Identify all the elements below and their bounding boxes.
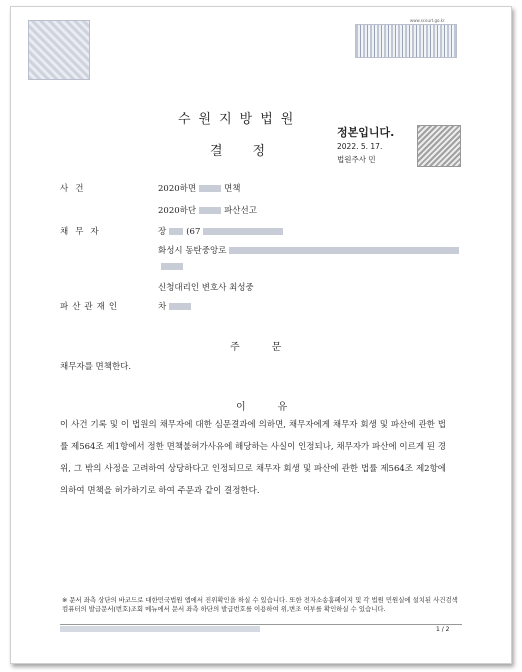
case-number-2: 2020하단 파산선고: [158, 206, 257, 216]
applicant-agent: 신청대리인 변호사 최성중: [158, 283, 254, 293]
stamp-date: 2022. 5. 17.: [337, 142, 383, 151]
stamp-officer: 법원주사 민: [337, 155, 376, 164]
footer-divider: [60, 624, 462, 625]
order-heading: 주문: [230, 342, 314, 353]
trustee-label: 파산관재인: [60, 302, 122, 312]
court-seal-icon: [417, 125, 461, 167]
trustee-name: 차: [158, 300, 194, 312]
barcode-icon: [355, 24, 457, 58]
debtor-label: 채무자: [60, 227, 106, 237]
certified-copy-stamp: 정본입니다.: [337, 126, 395, 139]
case-label: 사건: [60, 184, 91, 194]
court-name: 수원지방법원: [178, 112, 302, 127]
qr-code-icon: [28, 20, 90, 80]
debtor-address-cont: [158, 262, 186, 272]
debtor-address: 화성시 동탄중앙로: [158, 244, 462, 256]
debtor-name: 장 (67: [158, 225, 286, 237]
reason-text: 이 사건 기록 및 이 법원의 채무자에 대한 심문결과에 의하면, 채무자에게 채무자 회생 및 파산에 관한 법률 제564조 제1항에서 정한 면책불허가사유에 해당하는 사실이 인정되나, 채무자가 파산에 이르게 된 경위, 그 밖의 사정을 고려하여 상당하다고 인정되므로 채무자 회생 및 파산에 관한 법률 제564조 제2항에 의하여 면책을 허가하기로 하여 주문과 같이 결정한다.: [60, 420, 446, 496]
page-number: 1 / 2: [436, 626, 450, 633]
footer-code-blur: [60, 626, 260, 632]
document-title: 결정: [210, 144, 296, 159]
verification-notice: ※ 문서 좌측 상단의 바코드로 대한민국법원 앱에서 진위확인을 하실 수 있습니다. 또한 전자소송홈페이지 및 각 법원 민원실에 설치된 사건검색 컴퓨터의 발급문서(번호)조회 메뉴에서 문서 좌측 하단의 발급번호를 이용하여 위,변조 여부를 확인하실 수 있습니다.: [62, 596, 458, 613]
order-text: 채무자를 면책한다.: [60, 362, 132, 372]
barcode-url: www.scourt.go.kr: [410, 18, 445, 23]
document-frame: [10, 6, 512, 664]
reason-heading: 이유: [236, 402, 320, 413]
case-number-1: 2020하면 면책: [158, 184, 241, 194]
